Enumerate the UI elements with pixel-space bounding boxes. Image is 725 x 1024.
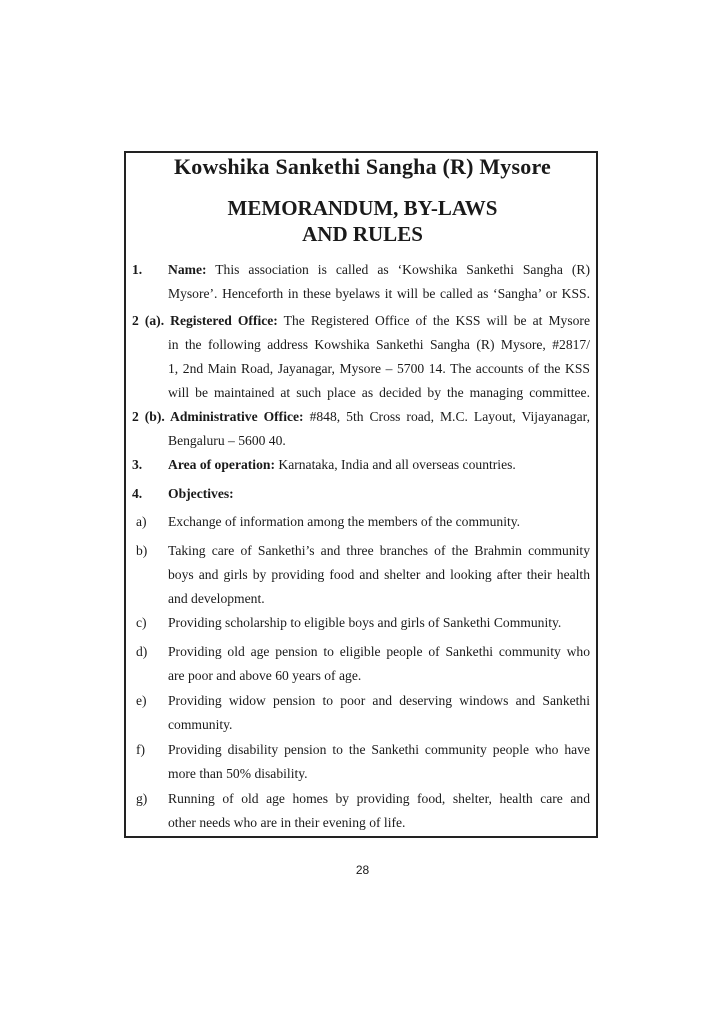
- objective-text: Providing disability pension to the Sankethi community people who have: [168, 742, 590, 757]
- objective-letter: f): [136, 742, 146, 757]
- clause-text: will be maintained at such place as decided by the managing committee.: [168, 385, 590, 400]
- clause-registered-office: [132, 309, 590, 405]
- clause-name: [132, 258, 590, 306]
- clause-label: 2 (b). Administrative Office:: [132, 409, 304, 424]
- objective-text: Taking care of Sankethi’s and three branches of the Brahmin community: [168, 543, 590, 558]
- clause-text: This association is called as ‘Kowshika Sankethi Sangha (R): [215, 262, 590, 277]
- objective-item: [132, 787, 590, 835]
- objective-text: Providing widow pension to poor and deserving windows and Sankethi: [168, 693, 590, 708]
- objective-text: boys and girls by providing food and shelter and looking after their health: [168, 567, 590, 582]
- clause-text: The Registered Office of the KSS will be at Mysore: [283, 313, 590, 328]
- objective-letter: c): [136, 615, 147, 630]
- objective-text: Providing old age pension to eligible people of Sankethi community who: [168, 644, 590, 659]
- clause-label: Objectives:: [168, 486, 234, 501]
- clause-label: Area of operation:: [168, 457, 275, 472]
- objective-text: Running of old age homes by providing food, shelter, health care and: [168, 791, 590, 806]
- objective-letter: g): [136, 791, 148, 806]
- document-subtitle-line1: MEMORANDUM, BY-LAWS: [227, 196, 498, 220]
- objective-item: [132, 689, 590, 737]
- objective-item: [132, 611, 590, 635]
- objective-letter: e): [136, 693, 147, 708]
- objective-item: [132, 539, 590, 611]
- clause-text: in the following address Kowshika Sankethi Sangha (R) Mysore, #2817/: [168, 337, 590, 352]
- clause-administrative-office: [132, 405, 590, 453]
- clause-text: 1, 2nd Main Road, Jayanagar, Mysore – 5700 14. The accounts of the KSS: [168, 361, 590, 376]
- objective-letter: a): [136, 514, 147, 529]
- objective-item: [132, 738, 590, 786]
- clause-text: Bengaluru – 5600 40.: [168, 433, 286, 448]
- clause-label: Name:: [168, 262, 207, 277]
- objective-text: Exchange of information among the members of the community.: [168, 514, 521, 529]
- page-number: 28: [355, 863, 370, 877]
- objective-letter: d): [136, 644, 148, 659]
- clause-area-of-operation: [132, 453, 590, 477]
- clause-label: 2 (a). Registered Office:: [132, 313, 278, 328]
- clause-text: #848, 5th Cross road, M.C. Layout, Vijayanagar,: [309, 409, 590, 424]
- objective-text: Providing scholarship to eligible boys and girls of Sankethi Community.: [168, 615, 562, 630]
- clause-number: 3.: [132, 457, 143, 472]
- objective-text: are poor and above 60 years of age.: [168, 668, 362, 683]
- objective-text: more than 50% disability.: [168, 766, 308, 781]
- clause-number: 4.: [132, 486, 143, 501]
- objective-text: other needs who are in their evening of life.: [168, 815, 406, 830]
- objective-item: [132, 510, 590, 534]
- clause-text: Mysore’. Henceforth in these byelaws it will be called as ‘Sangha’ or KSS.: [168, 286, 590, 301]
- document-title: Kowshika Sankethi Sangha (R) Mysore: [174, 154, 551, 179]
- clause-text: Karnataka, India and all overseas countries.: [278, 457, 516, 472]
- objective-text: community.: [168, 717, 233, 732]
- clause-number: 1.: [132, 262, 143, 277]
- objective-text: and development.: [168, 591, 265, 606]
- document-subtitle-line2: AND RULES: [302, 222, 423, 246]
- clause-objectives: [132, 482, 590, 506]
- objective-letter: b): [136, 543, 148, 558]
- objective-item: [132, 640, 590, 688]
